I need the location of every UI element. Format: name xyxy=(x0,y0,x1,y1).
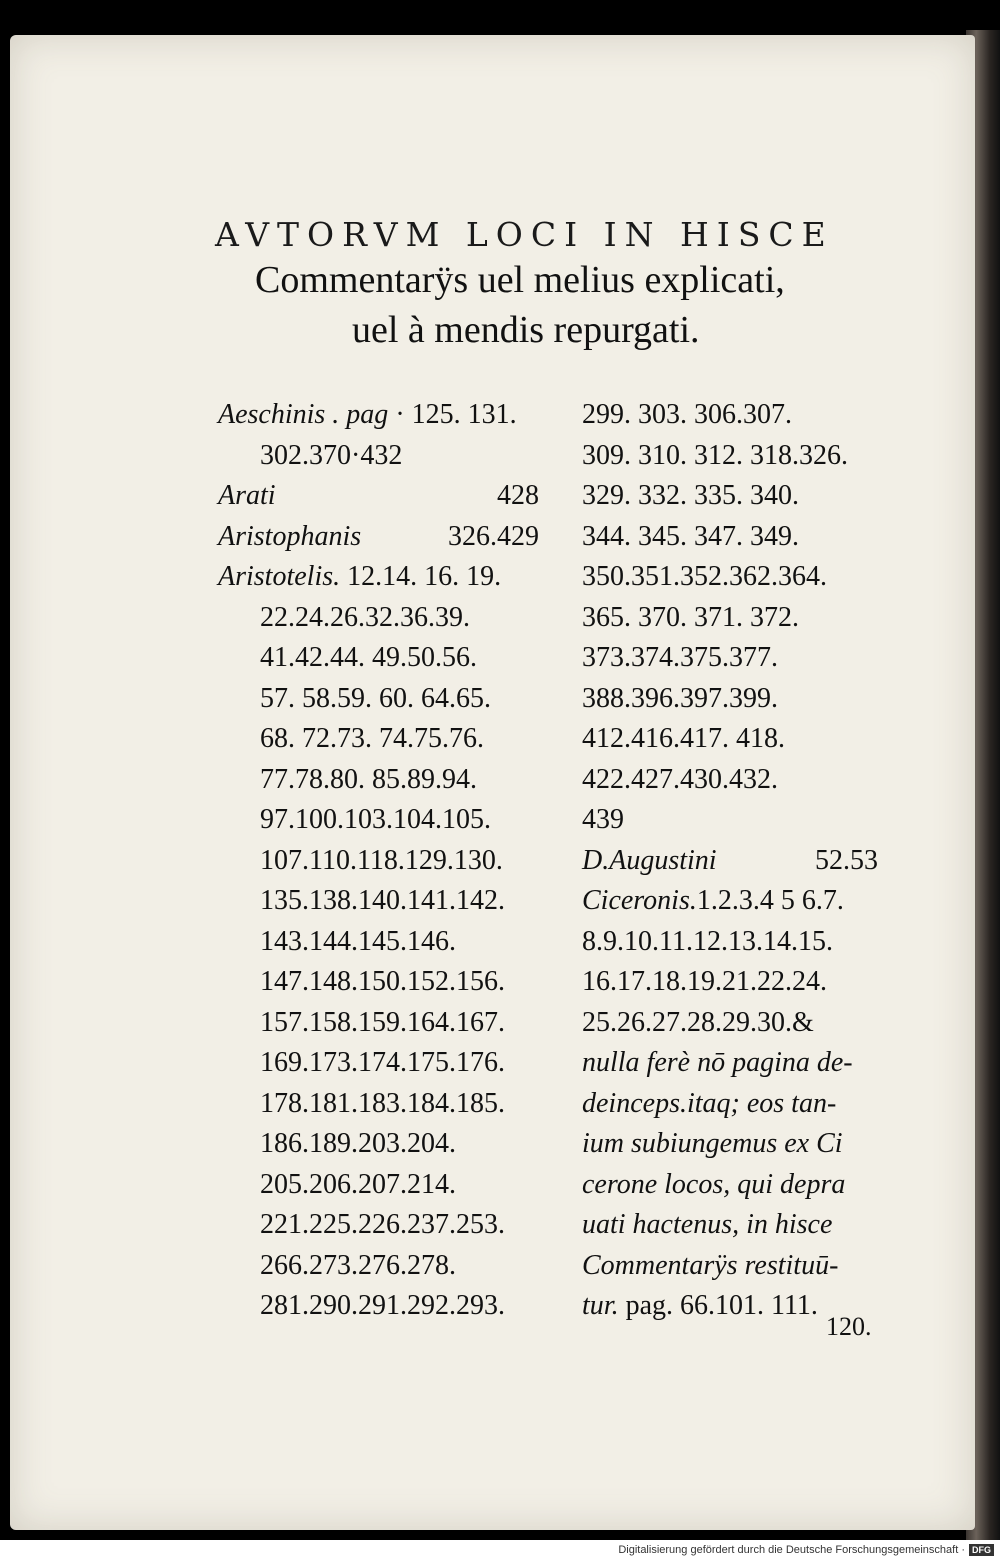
author-name: Aeschinis . pag xyxy=(218,399,389,430)
page-refs: 388.396.397.399. xyxy=(582,682,778,714)
footer-text: Digitalisierung gefördert durch die Deutsche Forschungsgemeinschaft · xyxy=(618,1544,965,1556)
index-line xyxy=(218,800,543,841)
index-line xyxy=(582,1124,882,1165)
page-refs: 1.2.3.4 5 6.7. xyxy=(696,885,844,916)
page-refs: 439 xyxy=(582,804,624,835)
index-line xyxy=(582,638,882,679)
index-text: tur. xyxy=(582,1290,619,1321)
page-refs: · 125. 131. xyxy=(395,399,517,430)
index-line xyxy=(582,760,882,801)
page-refs: 25.26.27.28.29.30.& xyxy=(582,1006,814,1038)
page-refs: 157.158.159.164.167. xyxy=(260,1006,505,1038)
author-name: Arati xyxy=(218,480,276,511)
page-refs: 350.351.352.362.364. xyxy=(582,561,827,592)
index-line xyxy=(582,962,882,1003)
page-refs: 344. 345. 347. 349. xyxy=(582,520,799,552)
index-line xyxy=(218,1124,543,1165)
index-line xyxy=(218,841,543,882)
index-line xyxy=(218,436,543,477)
page-refs: 281.290.291.292.293. xyxy=(260,1290,505,1321)
index-line xyxy=(218,395,543,436)
index-right-column xyxy=(582,395,882,1327)
heading-caps-line: AVTORVM LOCI IN HISCE xyxy=(215,215,834,254)
page-refs: 16.17.18.19.21.22.24. xyxy=(582,966,827,997)
page-refs: 221.225.226.237.253. xyxy=(260,1209,505,1240)
index-line xyxy=(582,476,882,517)
page-refs: 178.181.183.184.185. xyxy=(260,1087,505,1119)
index-text: Commentarÿs restituū- xyxy=(582,1249,839,1281)
author-name: Aristophanis xyxy=(218,520,362,552)
index-line xyxy=(582,881,882,922)
index-line xyxy=(218,760,543,801)
index-line xyxy=(218,1246,543,1287)
page-refs: 41.42.44. 49.50.56. xyxy=(260,642,477,673)
index-line xyxy=(582,841,882,882)
index-text: deinceps.itaq; eos tan- xyxy=(582,1087,837,1119)
index-line xyxy=(582,922,882,963)
heading-line-2: Commentarÿs uel melius explicati, xyxy=(255,259,785,301)
index-line xyxy=(582,436,882,477)
page-refs: 186.189.203.204. xyxy=(260,1128,456,1159)
page-refs: 428 xyxy=(497,480,539,511)
page-refs: 422.427.430.432. xyxy=(582,763,778,795)
index-left-column xyxy=(218,395,543,1327)
index-line xyxy=(582,1003,882,1044)
index-line xyxy=(218,1165,543,1206)
author-name: D.Augustini xyxy=(582,844,717,876)
page-refs: 266.273.276.278. xyxy=(260,1249,456,1281)
page-refs: 22.24.26.32.36.39. xyxy=(260,601,470,633)
index-line xyxy=(218,557,543,598)
page-refs: 143.144.145.146. xyxy=(260,925,456,957)
index-line xyxy=(218,881,543,922)
digitization-footer xyxy=(0,1540,1000,1560)
page-refs: 12.14. 16. 19. xyxy=(347,561,502,592)
index-line xyxy=(582,1205,882,1246)
page-refs: 68. 72.73. 74.75.76. xyxy=(260,723,484,754)
page-refs: 302.370·432 xyxy=(260,439,403,471)
page-refs: 8.9.10.11.12.13.14.15. xyxy=(582,925,833,957)
index-line xyxy=(218,1084,543,1125)
page-refs: 309. 310. 312. 318.326. xyxy=(582,439,848,471)
page-refs: 57. 58.59. 60. 64.65. xyxy=(260,682,491,714)
page-refs: 205.206.207.214. xyxy=(260,1168,456,1200)
page-refs: 329. 332. 335. 340. xyxy=(582,480,799,511)
index-line xyxy=(582,517,882,558)
index-line xyxy=(582,1246,882,1287)
page-refs: 412.416.417. 418. xyxy=(582,723,785,754)
index-line xyxy=(218,1286,543,1327)
index-line xyxy=(218,1205,543,1246)
index-line xyxy=(582,1084,882,1125)
page-refs: 97.100.103.104.105. xyxy=(260,804,491,835)
index-line xyxy=(218,638,543,679)
page-continuation: 120. xyxy=(826,1312,872,1341)
page-refs: 365. 370. 371. 372. xyxy=(582,601,799,633)
index-line xyxy=(218,476,543,517)
index-text: ium subiungemus ex Ci xyxy=(582,1128,843,1159)
index-line xyxy=(582,557,882,598)
author-name: Ciceronis. xyxy=(582,885,697,916)
page-refs: 299. 303. 306.307. xyxy=(582,399,792,430)
index-line xyxy=(218,719,543,760)
index-text: cerone locos, qui depra xyxy=(582,1168,846,1200)
page-refs: pag. 66.101. 111. xyxy=(625,1290,818,1321)
index-line xyxy=(582,800,882,841)
index-line xyxy=(218,962,543,1003)
index-line xyxy=(582,395,882,436)
author-name: Aristotelis. xyxy=(218,561,341,592)
dfg-logo: DFG xyxy=(969,1544,994,1556)
index-text: nulla ferè nō pagina de- xyxy=(582,1047,853,1078)
page-refs: 326.429 xyxy=(448,520,539,552)
heading-line-3: uel à mendis repurgati. xyxy=(352,309,700,351)
index-line xyxy=(218,922,543,963)
index-line xyxy=(218,598,543,639)
page-refs: 373.374.375.377. xyxy=(582,642,778,673)
page-refs: 77.78.80. 85.89.94. xyxy=(260,763,477,795)
index-line xyxy=(582,679,882,720)
page-refs: 169.173.174.175.176. xyxy=(260,1047,505,1078)
index-line xyxy=(582,1165,882,1206)
page-refs: 52.53 xyxy=(815,844,878,876)
page-refs: 107.110.118.129.130. xyxy=(260,844,503,876)
index-line xyxy=(218,1043,543,1084)
index-line xyxy=(582,719,882,760)
index-line xyxy=(218,679,543,720)
page-refs: 135.138.140.141.142. xyxy=(260,885,505,916)
index-line xyxy=(218,517,543,558)
page-refs: 147.148.150.152.156. xyxy=(260,966,505,997)
index-line xyxy=(582,598,882,639)
index-text: uati hactenus, in hisce xyxy=(582,1209,833,1240)
index-line xyxy=(582,1043,882,1084)
index-line xyxy=(218,1003,543,1044)
